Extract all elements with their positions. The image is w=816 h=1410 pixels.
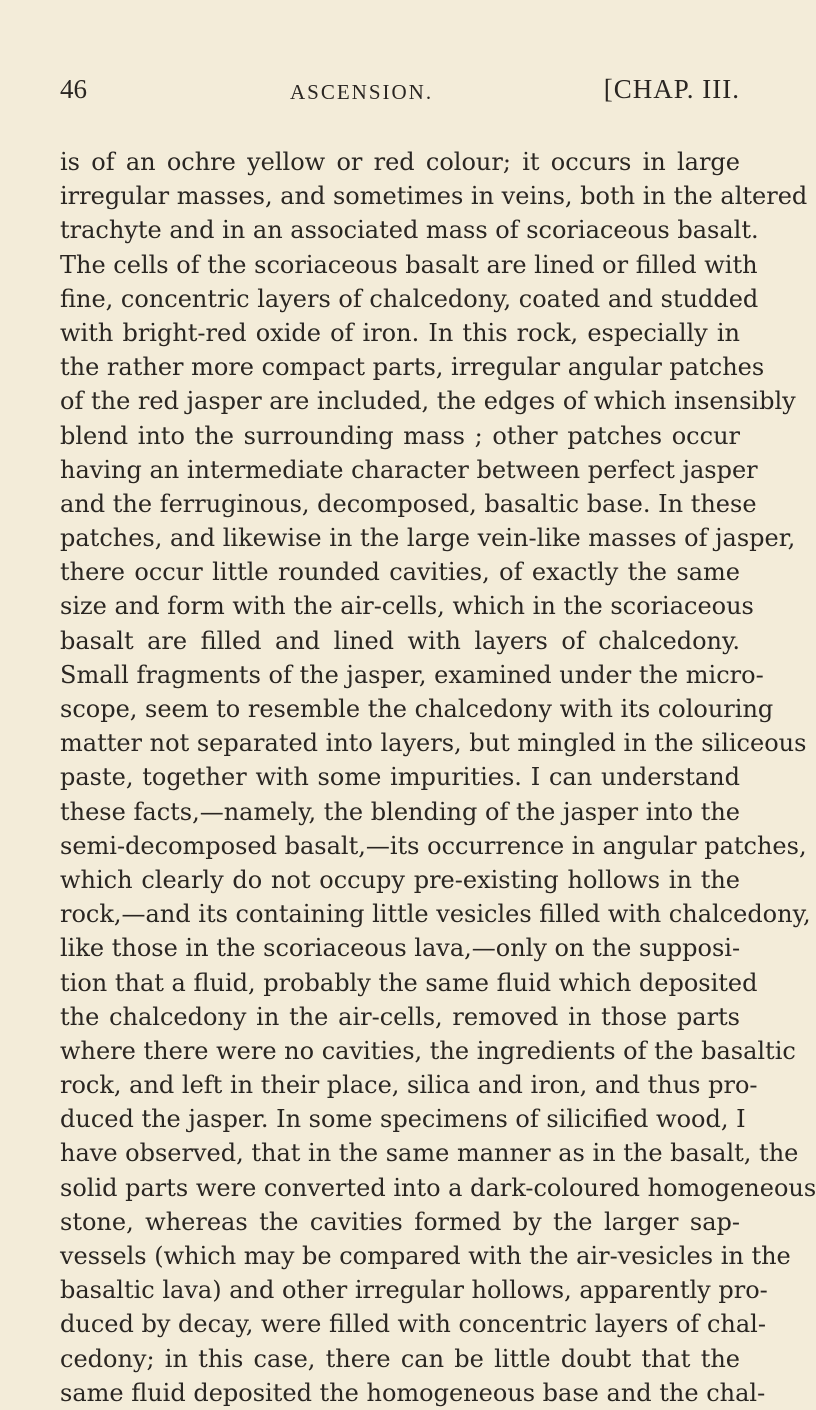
text-line: matter not separated into layers, but mingled in the siliceous [60, 729, 807, 758]
text-line: paste, together with some impurities. I can understand [60, 763, 740, 792]
text-line: semi-decomposed basalt,—its occurrence in angular patches, [60, 831, 807, 860]
body-paragraph [60, 145, 816, 1410]
text-line: is of an ochre yellow or red colour; it occurs in large [60, 148, 740, 176]
text-line: of the red jasper are included, the edges of which insensibly [60, 387, 796, 416]
text-line: size and form with the air-cells, which in the scoriaceous [60, 592, 754, 621]
text-line: The cells of the scoriaceous basalt are lined or filled with [60, 250, 758, 279]
text-line: the rather more compact parts, irregular angular patches [60, 353, 765, 382]
page-header [60, 74, 740, 114]
text-line: irregular masses, and sometimes in veins, both in the altered [60, 182, 808, 211]
text-line: patches, and likewise in the large vein-like masses of jasper, [60, 524, 796, 553]
text-line: which clearly do not occupy pre-existing hollows in the [60, 865, 740, 894]
text-line: duced by decay, were filled with concentric layers of chal- [60, 1310, 766, 1339]
text-line: and the ferruginous, decomposed, basaltic base. In these [60, 489, 757, 518]
text-line: cedony; in this case, there can be little doubt that the [60, 1344, 740, 1373]
text-line: stone, whereas the cavities formed by the larger sap- [60, 1207, 740, 1236]
text-line: rock,—and its containing little vesicles filled with chalcedony, [60, 900, 811, 929]
text-line: the chalcedony in the air-cells, removed in those parts [60, 1002, 740, 1031]
text-line: Small fragments of the jasper, examined under the micro- [60, 660, 764, 689]
text-line: same fluid deposited the homogeneous base and the chal- [60, 1378, 766, 1407]
page-number: 46 [60, 74, 87, 104]
text-line: fine, concentric layers of chalcedony, coated and studded [60, 284, 759, 313]
text-line: there occur little rounded cavities, of exactly the same [60, 558, 740, 587]
text-line: with bright-red oxide of iron. In this rock, especially in [60, 318, 740, 347]
text-line: like those in the scoriaceous lava,—only on the supposi- [60, 934, 741, 963]
text-line: basalt are filled and lined with layers of chalcedony. [60, 626, 740, 655]
text-line: have observed, that in the same manner as in the basalt, the [60, 1139, 799, 1168]
text-line: these facts,—namely, the blending of the jasper into the [60, 797, 740, 826]
text-line: vessels (which may be compared with the air-vesicles in the [60, 1242, 791, 1270]
running-title: ASCENSION. [290, 80, 434, 104]
text-line: tion that a fluid, probably the same fluid which deposited [60, 968, 758, 997]
text-line: duced the jasper. In some specimens of silicified wood, I [60, 1105, 746, 1134]
text-line: having an intermediate character between perfect jasper [60, 455, 758, 484]
text-line: trachyte and in an associated mass of scoriaceous basalt. [60, 216, 759, 245]
text-line: rock, and left in their place, silica and iron, and thus pro- [60, 1071, 758, 1100]
text-line: scope, seem to resemble the chalcedony with its colouring [60, 695, 774, 723]
text-line: blend into the surrounding mass ; other patches occur [60, 421, 740, 450]
chapter-label: [CHAP. III. [603, 74, 740, 104]
text-line: solid parts were converted into a dark-coloured homogeneous [60, 1173, 816, 1202]
text-line: where there were no cavities, the ingredients of the basaltic [60, 1036, 796, 1065]
text-line: basaltic lava) and other irregular hollows, apparently pro- [60, 1276, 768, 1305]
